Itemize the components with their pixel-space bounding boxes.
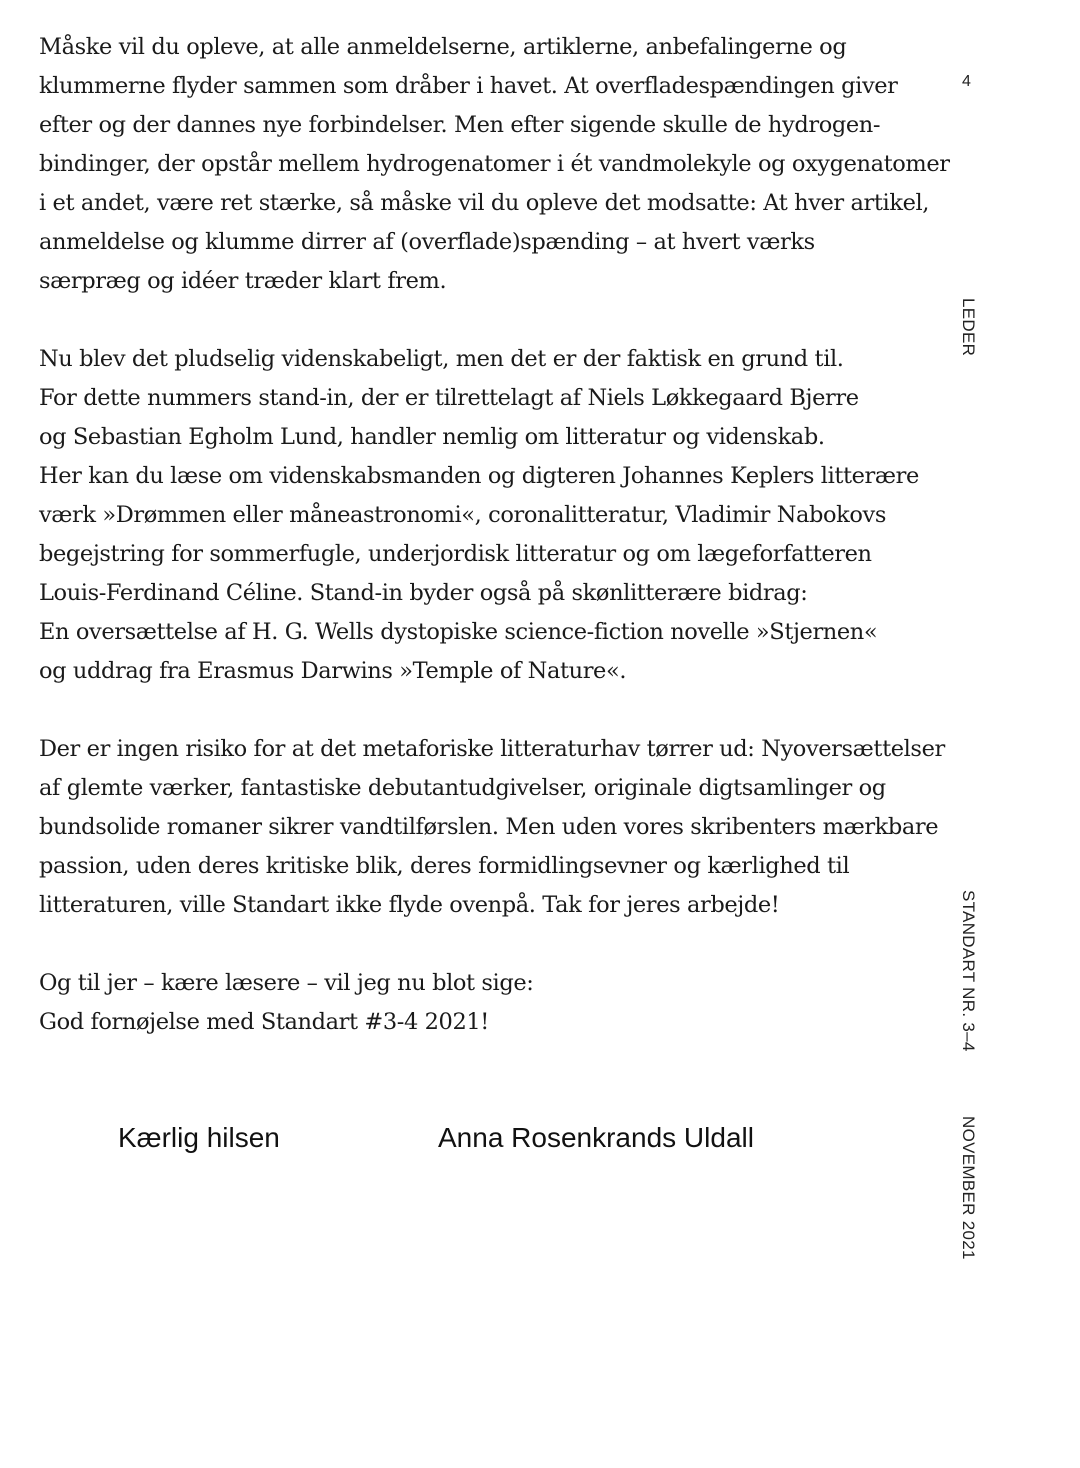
text-line: i et andet, være ret stærke, så måske vil du opleve det modsatte: At hver artikel, xyxy=(39,190,930,216)
text-line: Her kan du læse om videnskabsmanden og digteren Johannes Keplers litterære xyxy=(39,463,919,489)
issue-label: STANDART NR. 3–4 xyxy=(959,890,978,1052)
text-line: værk »Drømmen eller måneastronomi«, coronalitteratur, Vladimir Nabokovs xyxy=(39,502,886,528)
text-line: bindinger, der opstår mellem hydrogenatomer i ét vandmolekyle og oxygenatomer xyxy=(39,151,950,177)
text-line: og uddrag fra Erasmus Darwins »Temple of Nature«. xyxy=(39,658,627,684)
text-line: særpræg og idéer træder klart frem. xyxy=(39,268,447,294)
text-line: klummerne flyder sammen som dråber i havet. At overfladespændingen giver xyxy=(39,73,898,99)
text-line: litteraturen, ville Standart ikke flyde ovenpå. Tak for jeres arbejde! xyxy=(39,892,780,918)
page-number: 4 xyxy=(962,73,971,90)
date-label: NOVEMBER 2021 xyxy=(959,1116,978,1260)
text-line: God fornøjelse med Standart #3-4 2021! xyxy=(39,1009,489,1035)
paragraph-1 xyxy=(39,28,950,301)
text-line: efter og der dannes nye forbindelser. Men efter sigende skulle de hydrogen- xyxy=(39,112,881,138)
signature-name: Anna Rosenkrands Uldall xyxy=(438,1122,754,1153)
text-line: og Sebastian Egholm Lund, handler nemlig om litteratur og videnskab. xyxy=(39,424,825,450)
text-line: For dette nummers stand-in, der er tilrettelagt af Niels Løkkegaard Bjerre xyxy=(39,385,859,411)
paragraph-4 xyxy=(39,964,919,1042)
text-line: Louis-Ferdinand Céline. Stand-in byder også på skønlitterære bidrag: xyxy=(39,580,808,606)
paragraph-2 xyxy=(39,340,919,691)
text-line: begejstring for sommerfugle, underjordisk litteratur og om lægeforfatteren xyxy=(39,541,872,567)
signature-greeting: Kærlig hilsen xyxy=(118,1122,280,1153)
text-line: af glemte værker, fantastiske debutantudgivelser, originale digtsamlinger og xyxy=(39,775,886,801)
text-line: passion, uden deres kritiske blik, deres formidlingsevner og kærlighed til xyxy=(39,853,850,879)
text-line: En oversættelse af H. G. Wells dystopiske science-fiction novelle »Stjernen« xyxy=(39,619,878,645)
text-line: anmeldelse og klumme dirrer af (overflade)spænding – at hvert værks xyxy=(39,229,815,255)
section-label: LEDER xyxy=(959,298,978,357)
text-line: Måske vil du opleve, at alle anmeldelserne, artiklerne, anbefalingerne og xyxy=(39,34,847,60)
editorial-body xyxy=(39,28,950,1081)
text-line: Der er ingen risiko for at det metaforiske litteraturhav tørrer ud: Nyoversættelser xyxy=(39,736,945,762)
text-line: Nu blev det pludselig videnskabeligt, men det er der faktisk en grund til. xyxy=(39,346,844,372)
text-line: bundsolide romaner sikrer vandtilførslen. Men uden vores skribenters mærkbare xyxy=(39,814,939,840)
paragraph-3 xyxy=(39,730,945,925)
text-line: Og til jer – kære læsere – vil jeg nu blot sige: xyxy=(39,970,534,996)
